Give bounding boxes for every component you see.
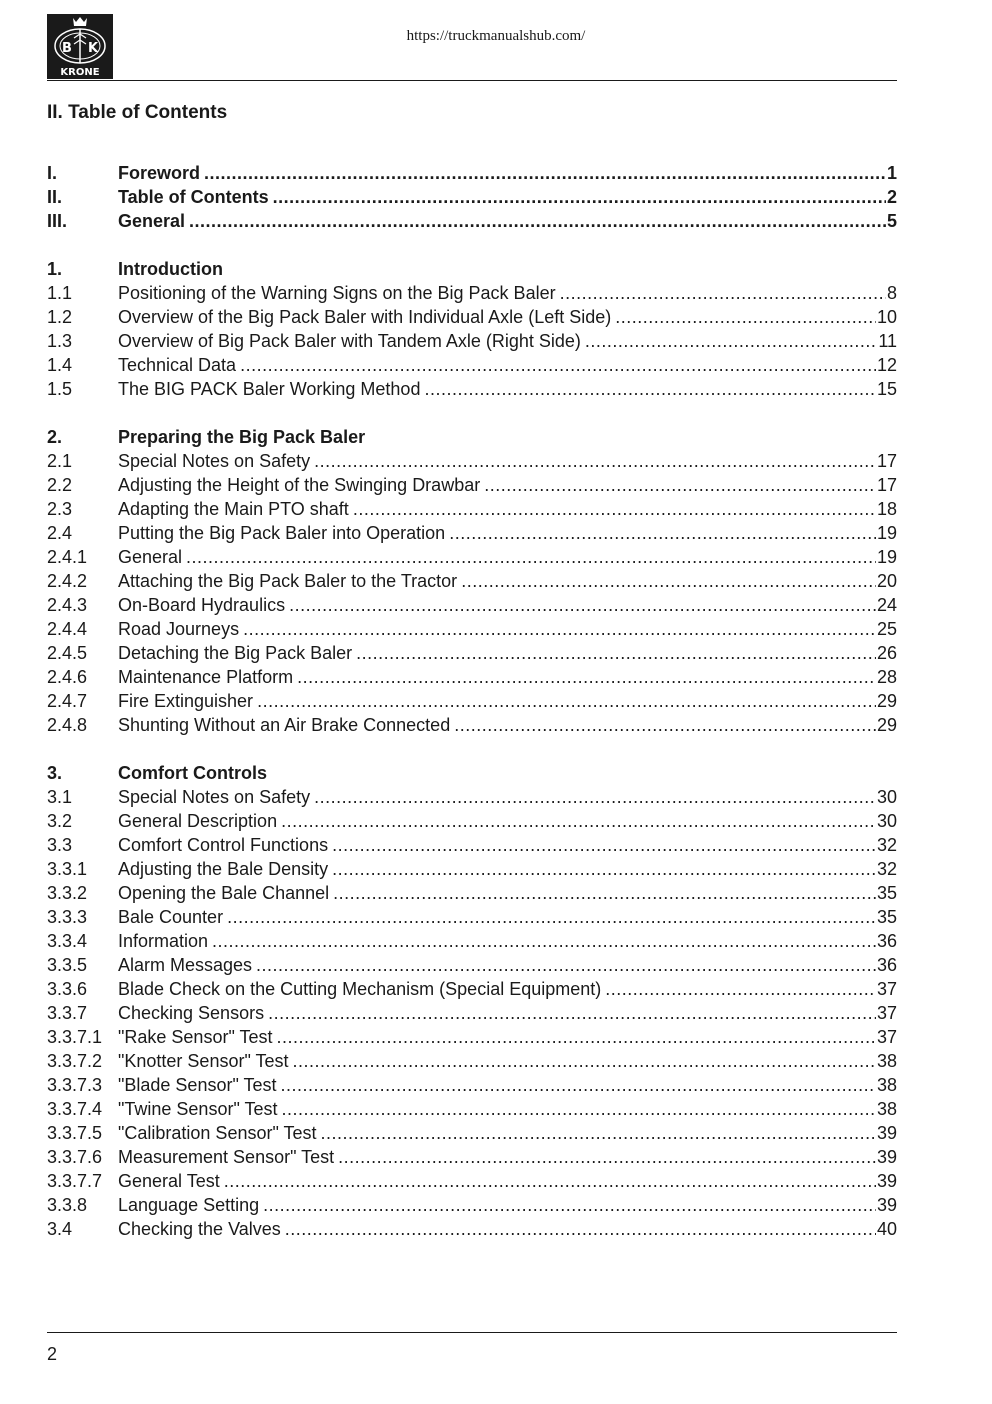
toc-entry[interactable] [47, 185, 897, 209]
toc-dot-leader [282, 1097, 876, 1121]
toc-dot-leader [186, 545, 876, 569]
toc-entry-page: 28 [876, 667, 897, 687]
toc-dot-leader [240, 353, 876, 377]
header-divider [47, 80, 897, 81]
toc-entry-page: 12 [876, 355, 897, 375]
toc-entry-title: Detaching the Big Pack Baler [118, 643, 353, 663]
svg-text:B: B [62, 41, 72, 56]
krone-logo [47, 14, 113, 79]
toc-entry-title: General [118, 211, 186, 231]
toc-entry-number: 2.4 [47, 523, 73, 543]
toc-entry-page: 39 [876, 1171, 897, 1191]
toc-entry[interactable] [47, 1097, 897, 1121]
toc-entry-title: Foreword [118, 163, 201, 183]
toc-dot-leader [263, 1193, 876, 1217]
toc-entry-number: 1.4 [47, 355, 73, 375]
toc-entry-title: Special Notes on Safety [118, 787, 311, 807]
toc-entry-title: "Calibration Sensor" Test [118, 1123, 317, 1143]
toc-entry-title: Blade Check on the Cutting Mechanism (Special Equipment) [118, 979, 602, 999]
toc-entry-number: I. [47, 163, 58, 183]
toc-entry[interactable] [47, 545, 897, 569]
toc-entry-page: 30 [876, 811, 897, 831]
toc-entry-number: 2.4.4 [47, 619, 88, 639]
toc-entry-number: 1. [47, 259, 63, 279]
toc-entry-page: 29 [876, 691, 897, 711]
toc-entry-title: Introduction [118, 259, 223, 279]
toc-entry[interactable] [47, 593, 897, 617]
toc-entry-page: 40 [876, 1219, 897, 1239]
toc-dot-leader [314, 785, 876, 809]
toc-entry-title: Technical Data [118, 355, 237, 375]
toc-entry-number: 3.3.7 [47, 1003, 88, 1023]
toc-entry-title: Information [118, 931, 209, 951]
toc-entry-number: 2.3 [47, 499, 73, 519]
toc-entry-title: Adapting the Main PTO shaft [118, 499, 349, 519]
toc-dot-leader [256, 953, 876, 977]
toc-dot-leader [189, 209, 886, 233]
toc-entry-number: II. [47, 187, 63, 207]
toc-entry[interactable] [47, 1217, 897, 1241]
toc-entry-title: Adjusting the Height of the Swinging Drawbar [118, 475, 481, 495]
toc-entry-number: 2.4.7 [47, 691, 88, 711]
toc-entry[interactable] [47, 473, 897, 497]
toc-entry[interactable] [47, 1193, 897, 1217]
toc-entry-number: 3.3.7.3 [47, 1075, 103, 1095]
toc-entry-number: 1.5 [47, 379, 73, 399]
toc-dot-leader [560, 281, 886, 305]
toc-entry-title: Adjusting the Bale Density [118, 859, 329, 879]
toc-entry[interactable] [47, 1049, 897, 1073]
toc-dot-leader [212, 929, 876, 953]
toc-entry-number: 2.4.6 [47, 667, 88, 687]
toc-entry[interactable] [47, 521, 897, 545]
toc-entry[interactable] [47, 329, 897, 353]
toc-entry-number: 3.3.7.1 [47, 1027, 103, 1047]
toc-entry-number: 3.3.2 [47, 883, 88, 903]
svg-text:K: K [88, 41, 99, 56]
toc-entry-number: 1.2 [47, 307, 73, 327]
toc-entry-title: On-Board Hydraulics [118, 595, 286, 615]
toc-entry-number: 2.2 [47, 475, 73, 495]
toc-entry[interactable] [47, 1001, 897, 1025]
toc-entry[interactable] [47, 1025, 897, 1049]
toc-entry-page: 36 [876, 931, 897, 951]
toc-entry-page: 18 [876, 499, 897, 519]
toc-entry-title: Language Setting [118, 1195, 260, 1215]
toc-dot-leader [454, 713, 876, 737]
footer-divider [47, 1332, 897, 1333]
toc-entry-number: 1.1 [47, 283, 73, 303]
toc-entry[interactable] [47, 1145, 897, 1169]
toc-entry[interactable] [47, 929, 897, 953]
toc-dot-leader [281, 809, 876, 833]
toc-entry-title: Putting the Big Pack Baler into Operation [118, 523, 446, 543]
header-url[interactable]: https://truckmanualshub.com/ [406, 28, 586, 44]
toc-section [47, 761, 897, 1241]
toc-entry[interactable] [47, 353, 897, 377]
toc-entry-number: 2.4.5 [47, 643, 88, 663]
toc-entry[interactable] [47, 1169, 897, 1193]
toc-dot-leader [424, 377, 876, 401]
toc-entry-number: III. [47, 211, 68, 231]
toc-entry-title: Shunting Without an Air Brake Connected [118, 715, 451, 735]
toc-entry-title: Preparing the Big Pack Baler [118, 427, 366, 447]
toc-dot-leader [268, 1001, 876, 1025]
toc-entry-page: 38 [876, 1099, 897, 1119]
toc-entry-title: General Test [118, 1171, 220, 1191]
toc-entry-page: 37 [876, 1003, 897, 1023]
toc-entry-number: 3.3 [47, 835, 73, 855]
toc-entry[interactable] [47, 305, 897, 329]
toc-entry-title: Road Journeys [118, 619, 240, 639]
toc-entry[interactable] [47, 569, 897, 593]
svg-text:KRONE: KRONE [60, 67, 100, 78]
toc-dot-leader [338, 1145, 876, 1169]
toc-entry-page: 39 [876, 1147, 897, 1167]
toc-section [47, 161, 897, 233]
toc-dot-leader [353, 497, 876, 521]
toc-entry-number: 3.3.1 [47, 859, 88, 879]
toc-entry-page: 19 [876, 547, 897, 567]
toc-entry-title: Alarm Messages [118, 955, 253, 975]
toc-entry-title: "Twine Sensor" Test [118, 1099, 278, 1119]
toc-entry-number: 3.4 [47, 1219, 73, 1239]
toc-dot-leader [332, 857, 876, 881]
toc-entry-page: 5 [886, 211, 897, 231]
toc-dot-leader [585, 329, 877, 353]
toc-dot-leader [461, 569, 876, 593]
toc-entry-title: General [118, 547, 183, 567]
toc-entry[interactable] [47, 449, 897, 473]
toc-entry[interactable] [47, 641, 897, 665]
toc-entry-page: 10 [876, 307, 897, 327]
toc-entry-page: 17 [876, 451, 897, 471]
toc-dot-leader [257, 689, 876, 713]
toc-entry-title: Checking Sensors [118, 1003, 265, 1023]
toc-entry-number: 3.3.7.5 [47, 1123, 103, 1143]
toc-entry[interactable] [47, 1073, 897, 1097]
toc-dot-leader [224, 1169, 876, 1193]
toc-entry[interactable] [47, 953, 897, 977]
toc-entry[interactable] [47, 689, 897, 713]
toc-section [47, 425, 897, 737]
toc-entry-page: 35 [876, 907, 897, 927]
toc-entry-page: 2 [886, 187, 897, 207]
toc-entry-number: 3.1 [47, 787, 73, 807]
toc-entry-page: 17 [876, 475, 897, 495]
toc-entry-number: 2.4.3 [47, 595, 88, 615]
toc-dot-leader [297, 665, 876, 689]
toc-entry[interactable] [47, 809, 897, 833]
page-title: II. Table of Contents [47, 102, 228, 123]
toc-entry[interactable] [47, 377, 897, 401]
toc-entry-page: 37 [876, 1027, 897, 1047]
toc-entry-number: 1.3 [47, 331, 73, 351]
toc-entry-page: 20 [876, 571, 897, 591]
toc-entry-page: 15 [876, 379, 897, 399]
toc-entry-title: Overview of the Big Pack Baler with Individual Axle (Left Side) [118, 307, 612, 327]
toc-entry[interactable] [47, 1121, 897, 1145]
toc-entry-page: 25 [876, 619, 897, 639]
toc-dot-leader [289, 593, 876, 617]
toc-entry-title: Comfort Control Functions [118, 835, 329, 855]
toc-entry-number: 3.3.8 [47, 1195, 88, 1215]
toc-chapter-heading [47, 761, 897, 785]
toc-entry-page: 26 [876, 643, 897, 663]
toc-dot-leader [293, 1049, 876, 1073]
toc-entry-page: 39 [876, 1123, 897, 1143]
toc-dot-leader [449, 521, 876, 545]
toc-entry-title: General Description [118, 811, 278, 831]
toc-entry-title: Maintenance Platform [118, 667, 294, 687]
toc-entry-number: 3.2 [47, 811, 73, 831]
toc-entry-page: 32 [876, 835, 897, 855]
toc-entry-title: The BIG PACK Baler Working Method [118, 379, 421, 399]
toc-entry-number: 2.1 [47, 451, 73, 471]
toc-dot-leader [273, 185, 886, 209]
toc-entry-number: 2.4.8 [47, 715, 88, 735]
toc-entry-number: 2.4.2 [47, 571, 88, 591]
toc-entry-title: Table of Contents [118, 187, 269, 207]
toc-dot-leader [281, 1073, 876, 1097]
toc-entry-title: Opening the Bale Channel [118, 883, 330, 903]
toc-entry-title: Checking the Valves [118, 1219, 281, 1239]
toc-dot-leader [285, 1217, 876, 1241]
toc-entry-title: Overview of Big Pack Baler with Tandem Axle (Right Side) [118, 331, 581, 351]
toc-entry-number: 3.3.5 [47, 955, 88, 975]
toc-dot-leader [333, 881, 876, 905]
toc-entry-number: 3.3.7.4 [47, 1099, 103, 1119]
toc-entry[interactable] [47, 497, 897, 521]
toc-entry-number: 3.3.7.6 [47, 1147, 103, 1167]
toc-dot-leader [243, 617, 876, 641]
toc-entry[interactable] [47, 881, 897, 905]
toc-entry-title: Special Notes on Safety [118, 451, 311, 471]
toc-entry-page: 35 [876, 883, 897, 903]
toc-entry-page: 1 [886, 163, 897, 183]
toc-entry-title: "Rake Sensor" Test [118, 1027, 273, 1047]
toc-entry-number: 3.3.4 [47, 931, 88, 951]
toc-dot-leader [321, 1121, 876, 1145]
toc-entry[interactable] [47, 833, 897, 857]
toc-entry[interactable] [47, 977, 897, 1001]
toc-entry-page: 29 [876, 715, 897, 735]
toc-entry[interactable] [47, 905, 897, 929]
toc-chapter-heading [47, 425, 897, 449]
toc-entry[interactable] [47, 713, 897, 737]
toc-entry-title: Attaching the Big Pack Baler to the Tractor [118, 571, 458, 591]
toc-entry-page: 11 [878, 331, 897, 351]
toc-entry-number: 2. [47, 427, 63, 447]
toc-entry-number: 3.3.3 [47, 907, 88, 927]
toc-section [47, 257, 897, 401]
toc-dot-leader [332, 833, 876, 857]
toc-entry[interactable] [47, 161, 897, 185]
toc-entry[interactable] [47, 617, 897, 641]
toc-dot-leader [605, 977, 876, 1001]
toc-entry-title: Positioning of the Warning Signs on the Big Pack Baler [118, 283, 556, 303]
toc-entry-page: 32 [876, 859, 897, 879]
toc-entry-title: "Knotter Sensor" Test [118, 1051, 289, 1071]
toc-entry[interactable] [47, 665, 897, 689]
toc-entry-page: 8 [886, 283, 897, 303]
toc-dot-leader [615, 305, 876, 329]
toc-dot-leader [484, 473, 876, 497]
toc-entry-page: 30 [876, 787, 897, 807]
toc-entry-number: 3. [47, 763, 63, 783]
toc-entry-title: "Blade Sensor" Test [118, 1075, 277, 1095]
toc-entry-page: 38 [876, 1075, 897, 1095]
toc-entry[interactable] [47, 857, 897, 881]
toc-entry-page: 37 [876, 979, 897, 999]
toc-entry-number: 3.3.7.7 [47, 1171, 103, 1191]
toc-entry-title: Fire Extinguisher [118, 691, 254, 711]
toc-dot-leader [356, 641, 876, 665]
toc-entry-title: Bale Counter [118, 907, 224, 927]
toc-entry-number: 3.3.6 [47, 979, 88, 999]
toc-entry-title: Comfort Controls [118, 763, 267, 783]
toc-entry-page: 39 [876, 1195, 897, 1215]
krone-logo-icon [47, 14, 113, 79]
toc-dot-leader [314, 449, 876, 473]
table-of-contents [47, 161, 897, 1265]
toc-dot-leader [204, 161, 886, 185]
toc-dot-leader [277, 1025, 876, 1049]
toc-entry-page: 19 [876, 523, 897, 543]
toc-entry[interactable] [47, 785, 897, 809]
toc-entry-page: 38 [876, 1051, 897, 1071]
toc-entry[interactable] [47, 281, 897, 305]
toc-entry-number: 2.4.1 [47, 547, 88, 567]
toc-entry-page: 36 [876, 955, 897, 975]
toc-chapter-heading [47, 257, 897, 281]
toc-entry-number: 3.3.7.2 [47, 1051, 103, 1071]
toc-dot-leader [227, 905, 876, 929]
toc-entry-title: Measurement Sensor" Test [118, 1147, 335, 1167]
toc-entry-page: 24 [876, 595, 897, 615]
page-number: 2 [47, 1344, 58, 1364]
toc-entry[interactable] [47, 209, 897, 233]
